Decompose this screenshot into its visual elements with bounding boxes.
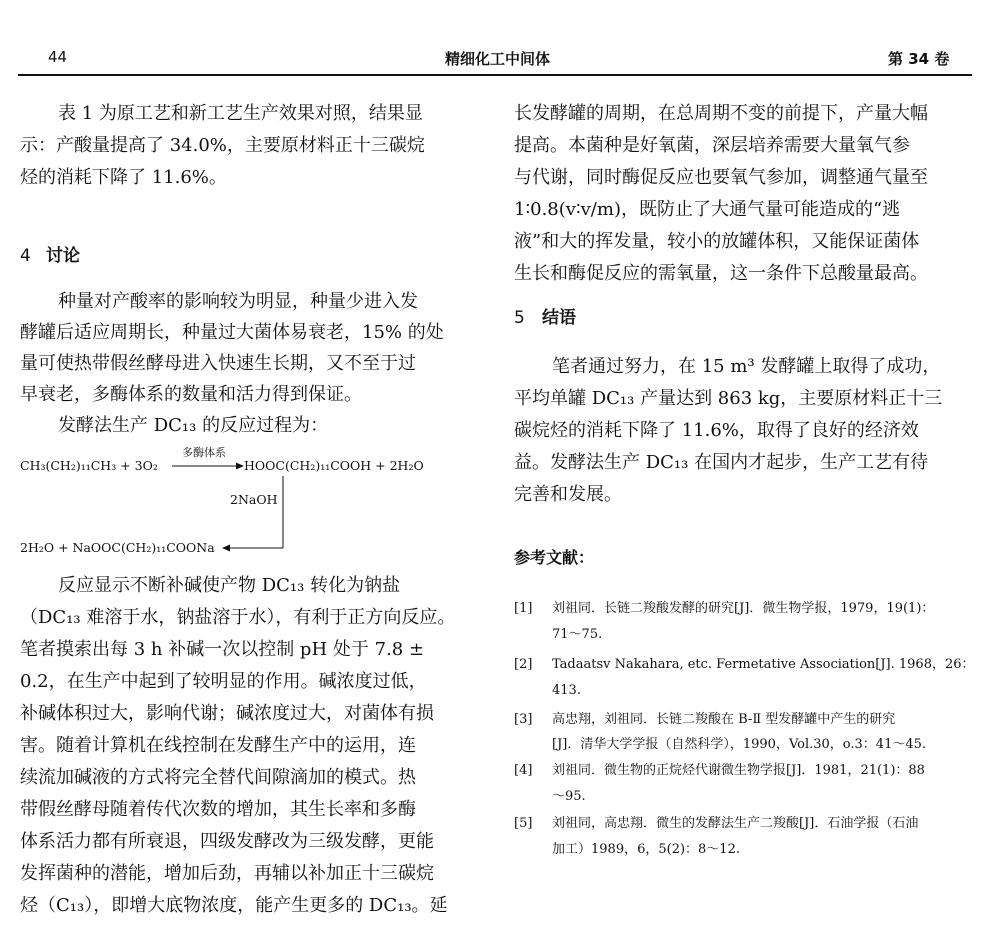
left-para4-line: 烃（C₁₃），即增大底物浓度，能产生更多的 DC₁₃。延 — [20, 895, 448, 916]
right-para1-line: 提高。本菌种是好氧菌，深层培养需要大量氧气参 — [514, 135, 910, 156]
left-para4-line: 带假丝酵母随着传代次数的增加，其生长率和多酶 — [20, 799, 416, 820]
reaction-final-product: 2H₂O + NaOOC(CH₂)₁₁COONa — [20, 540, 215, 555]
right-para2-line: 平均单罐 DC₁₃ 产量达到 863 kg，主要原材料正十三 — [514, 388, 943, 409]
left-para4-line: 0.2，在生产中起到了较明显的作用。碱浓度过低， — [20, 671, 427, 692]
reference-text: 刘祖同，高忠翔．微生的发酵法生产二羧酸[J]．石油学报（石油 — [552, 816, 919, 831]
left-para2-line: 酵罐后适应周期长，种量过大菌体易衰老，15% 的处 — [20, 322, 444, 343]
left-para1-line: 表 1 为原工艺和新工艺生产效果对照，结果显 — [58, 103, 423, 124]
references-title: 参考文献： — [514, 548, 595, 567]
left-para3: 发酵法生产 DC₁₃ 的反应过程为： — [58, 415, 329, 436]
reference-text: 71～75. — [552, 627, 603, 642]
reaction-catalyst: 多酶体系 — [182, 446, 226, 459]
left-para2-line: 早衰老，多酶体系的数量和活力得到保证。 — [20, 384, 362, 405]
left-para1-line: 示：产酸量提高了 34.0%，主要原材料正十三碳烷 — [20, 135, 425, 156]
left-para4-line: 体系活力都有所衰退，四级发酵改为三级发酵，更能 — [20, 831, 434, 852]
right-para1-line: 1∶0.8(v∶v/m)，既防止了大通气量可能造成的“逃 — [514, 199, 901, 220]
reference-text: 刘祖同．微生物的正烷烃代谢微生物学报[J]．1981，21(1)：88 — [552, 763, 925, 778]
reference-text: 刘祖同．长链二羧酸发酵的研究[J]．微生物学报，1979，19(1)： — [552, 601, 935, 616]
left-para4-line: 笔者摸索出每 3 h 补碱一次以控制 pH 处于 7.8 ± — [20, 639, 425, 660]
left-para2-line: 量可使热带假丝酵母进入快速生长期，又不至于过 — [20, 353, 416, 374]
section-5-number: 5 — [514, 308, 525, 328]
reference-text: 高忠翔，刘祖同．长链二羧酸在 B-Ⅱ 型发酵罐中产生的研究 — [552, 712, 896, 727]
reference-number: [5] — [514, 816, 533, 831]
right-para2-line: 碳烷烃的消耗下降了 11.6%，取得了良好的经济效 — [514, 420, 919, 441]
left-para2-line: 种量对产酸率的影响较为明显，种量少进入发 — [58, 291, 418, 312]
right-para1-line: 与代谢，同时酶促反应也要氧气参加，调整通气量至 — [514, 167, 928, 188]
left-para4-line: 发挥菌种的潜能，增加后劲，再辅以补加正十三碳烷 — [20, 863, 434, 884]
right-para2-line: 益。发酵法生产 DC₁₃ 在国内才起步，生产工艺有待 — [514, 452, 929, 473]
left-para4-line: 害。随着计算机在线控制在发酵生产中的运用，连 — [20, 735, 416, 756]
reaction-products: HOOC(CH₂)₁₁COOH + 2H₂O — [244, 458, 424, 473]
reference-text: ～95. — [552, 789, 586, 804]
section-4-title: 讨论 — [46, 246, 80, 266]
right-para1-line: 液”和大的挥发量，较小的放罐体积，又能保证菌体 — [514, 231, 920, 252]
reaction-reagent: 2NaOH — [230, 492, 278, 507]
reference-text: 加工）1989，6，5(2)：8～12. — [552, 842, 740, 857]
reference-number: [1] — [514, 601, 533, 616]
right-para1-line: 生长和酶促反应的需氧量，这一条件下总酸量最高。 — [514, 263, 928, 284]
reference-number: [2] — [514, 657, 533, 672]
reference-number: [4] — [514, 763, 533, 778]
left-para4-line: 续流加碱液的方式将完全替代间隙滴加的模式。热 — [20, 767, 416, 788]
reference-text: 413. — [552, 683, 581, 698]
section-5-title: 结语 — [542, 308, 576, 328]
volume-label: 第 34 卷 — [888, 50, 950, 68]
reference-text: Tadaatsv Nakahara, etc. Fermetative Association[J]. 1968，26： — [552, 657, 975, 672]
left-para1-line: 烃的消耗下降了 11.6%。 — [20, 167, 227, 188]
reaction-reactants: CH₃(CH₂)₁₁CH₃ + 3O₂ — [20, 458, 158, 473]
journal-title: 精细化工中间体 — [445, 50, 551, 68]
reference-number: [3] — [514, 712, 533, 727]
page-number: 44 — [48, 48, 68, 66]
right-para2-line: 笔者通过努力，在 15 m³ 发酵罐上取得了成功， — [552, 356, 941, 377]
section-4-number: 4 — [20, 246, 31, 266]
left-para4-line: 反应显示不断补碱使产物 DC₁₃ 转化为钠盐 — [58, 575, 401, 596]
reference-text: [J]．清华大学学报（自然科学），1990，Vol.30，o.3：41～45. — [552, 737, 927, 752]
right-para2-line: 完善和发展。 — [514, 484, 622, 505]
left-para4-line: （DC₁₃ 难溶于水，钠盐溶于水），有利于正方向反应。 — [20, 607, 456, 628]
right-para1-line: 长发酵罐的周期，在总周期不变的前提下，产量大幅 — [514, 103, 928, 124]
left-para4-line: 补碱体积过大，影响代谢；碱浓度过大，对菌体有损 — [20, 703, 434, 724]
